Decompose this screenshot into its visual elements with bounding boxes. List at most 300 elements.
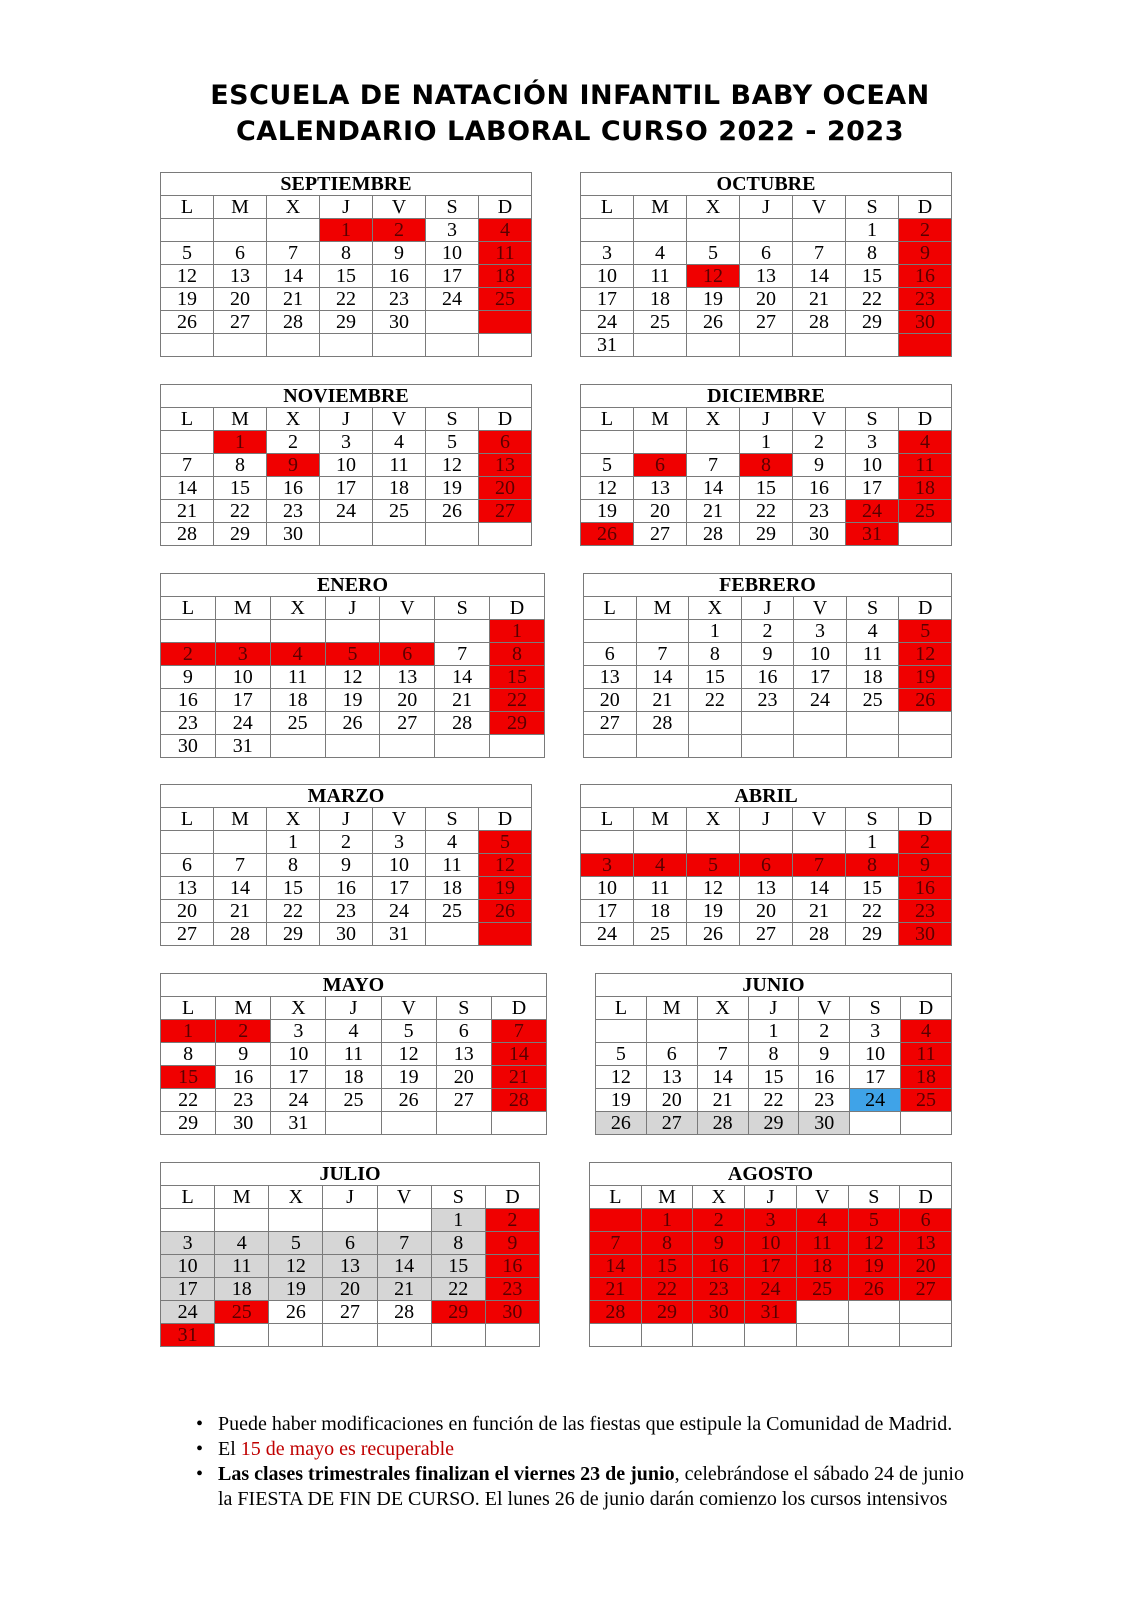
empty-cell [687, 431, 740, 454]
day-cell: 23 [799, 1089, 850, 1112]
day-cell: 17 [320, 477, 373, 500]
month-febrero [583, 573, 952, 758]
week-row [584, 666, 952, 689]
day-cell: 18 [373, 477, 426, 500]
day-cell: 5 [161, 242, 214, 265]
day-cell: 21 [590, 1278, 642, 1301]
day-cell: 21 [636, 689, 689, 712]
day-cell: 24 [320, 500, 373, 523]
day-cell: 21 [435, 689, 490, 712]
day-cell: 27 [214, 311, 267, 334]
empty-cell [426, 311, 479, 334]
weekday-header: J [325, 597, 380, 620]
weekday-header: M [214, 196, 267, 219]
day-cell: 19 [161, 288, 214, 311]
day-cell: 26 [161, 311, 214, 334]
month-name: ENERO [161, 574, 545, 597]
day-cell: 20 [161, 900, 214, 923]
day-cell: 28 [590, 1301, 642, 1324]
day-cell: 16 [267, 477, 320, 500]
day-cell: 9 [485, 1232, 539, 1255]
weekday-header: L [590, 1186, 642, 1209]
day-cell: 16 [216, 1066, 271, 1089]
month-julio [160, 1162, 540, 1347]
weekday-header: J [741, 597, 794, 620]
month-octubre [580, 172, 952, 357]
day-cell: 1 [431, 1209, 485, 1232]
day-cell: 19 [325, 689, 380, 712]
weekday-header: D [491, 997, 546, 1020]
weekday-header: S [848, 1186, 900, 1209]
weekday-header: X [687, 408, 740, 431]
day-cell: 8 [320, 242, 373, 265]
empty-cell [161, 334, 214, 357]
day-cell: 30 [267, 523, 320, 546]
day-cell: 30 [899, 311, 952, 334]
weekday-header: J [323, 1186, 377, 1209]
day-cell: 22 [161, 1089, 216, 1112]
day-cell: 25 [634, 311, 687, 334]
day-cell: 28 [491, 1089, 546, 1112]
day-cell: 19 [687, 288, 740, 311]
day-cell: 27 [740, 311, 793, 334]
day-cell: 25 [846, 689, 899, 712]
week-row [161, 242, 532, 265]
day-cell: 14 [435, 666, 490, 689]
weekday-header: V [794, 597, 847, 620]
week-row [161, 620, 545, 643]
day-cell: 3 [850, 1020, 901, 1043]
week-row [161, 311, 532, 334]
day-cell: 11 [634, 877, 687, 900]
day-cell: 27 [479, 500, 532, 523]
weekday-header: D [899, 597, 952, 620]
week-row [161, 477, 532, 500]
day-cell: 4 [215, 1232, 269, 1255]
month-name: MAYO [161, 974, 547, 997]
month-name: SEPTIEMBRE [161, 173, 532, 196]
day-cell: 28 [697, 1112, 748, 1135]
day-cell: 29 [846, 311, 899, 334]
day-cell: 10 [373, 854, 426, 877]
month-name: DICIEMBRE [581, 385, 952, 408]
day-cell: 5 [848, 1209, 900, 1232]
empty-cell [373, 523, 426, 546]
day-cell: 13 [214, 265, 267, 288]
day-cell: 10 [215, 666, 270, 689]
notes-list [196, 1412, 976, 1512]
weekday-header: X [267, 408, 320, 431]
weekday-header: S [846, 597, 899, 620]
day-cell: 20 [584, 689, 637, 712]
day-cell: 22 [214, 500, 267, 523]
day-cell: 9 [373, 242, 426, 265]
day-cell: 10 [161, 1255, 215, 1278]
day-cell: 3 [215, 643, 270, 666]
day-cell: 20 [900, 1255, 952, 1278]
month-name: JULIO [161, 1163, 540, 1186]
day-cell: 15 [320, 265, 373, 288]
day-cell: 21 [687, 500, 740, 523]
empty-cell [215, 1209, 269, 1232]
day-cell: 28 [793, 311, 846, 334]
day-cell: 2 [741, 620, 794, 643]
day-cell: 14 [590, 1255, 642, 1278]
day-cell: 16 [899, 877, 952, 900]
day-cell: 5 [596, 1043, 647, 1066]
weekday-header: V [373, 408, 426, 431]
day-cell: 19 [899, 666, 952, 689]
empty-cell [794, 712, 847, 735]
note-text: Puede haber modificaciones en función de las fiestas que estipule la Comunidad de Madrid. [218, 1413, 953, 1435]
empty-cell [161, 219, 214, 242]
day-cell: 27 [380, 712, 435, 735]
weekday-header: L [581, 408, 634, 431]
weekday-header: S [850, 997, 901, 1020]
day-cell: 27 [584, 712, 637, 735]
day-cell: 7 [435, 643, 490, 666]
day-cell: 14 [687, 477, 740, 500]
weekday-header: S [426, 196, 479, 219]
day-cell: 5 [899, 620, 952, 643]
week-row [581, 477, 952, 500]
empty-cell [846, 334, 899, 357]
day-cell: 13 [900, 1232, 952, 1255]
month-abril [580, 784, 952, 946]
week-row [590, 1301, 952, 1324]
weekday-header: M [636, 597, 689, 620]
weekday-header: M [634, 196, 687, 219]
empty-cell [377, 1324, 431, 1347]
weekday-header: X [687, 808, 740, 831]
day-cell: 5 [479, 831, 532, 854]
day-cell: 16 [741, 666, 794, 689]
day-cell: 26 [269, 1301, 323, 1324]
week-row [581, 854, 952, 877]
weekday-header: M [634, 408, 687, 431]
week-row [161, 689, 545, 712]
day-cell: 8 [846, 242, 899, 265]
day-cell: 6 [740, 242, 793, 265]
day-cell: 7 [793, 242, 846, 265]
day-cell: 29 [740, 523, 793, 546]
day-cell: 8 [740, 454, 793, 477]
month-name: ABRIL [581, 785, 952, 808]
day-cell: 9 [320, 854, 373, 877]
empty-cell [846, 735, 899, 758]
day-cell: 18 [796, 1255, 848, 1278]
weekday-header: S [431, 1186, 485, 1209]
day-cell: 1 [740, 431, 793, 454]
day-cell: 13 [161, 877, 214, 900]
day-cell: 21 [377, 1278, 431, 1301]
week-row [161, 1232, 540, 1255]
day-cell: 9 [693, 1232, 745, 1255]
day-cell: 6 [214, 242, 267, 265]
day-cell: 9 [793, 454, 846, 477]
weekday-header: V [373, 196, 426, 219]
note-text: , celebrándose el sábado 24 de junio la FIESTA DE FIN DE CURSO. El lunes 26 de junio darán comienzo los cursos intensivos [218, 1463, 964, 1510]
day-cell: 26 [687, 923, 740, 946]
empty-cell [848, 1324, 900, 1347]
day-cell: 20 [479, 477, 532, 500]
day-cell: 20 [740, 288, 793, 311]
empty-cell [590, 1324, 642, 1347]
weekday-header: S [846, 808, 899, 831]
day-cell: 17 [745, 1255, 797, 1278]
empty-cell [846, 712, 899, 735]
day-cell: 23 [485, 1278, 539, 1301]
day-cell: 24 [426, 288, 479, 311]
empty-cell [646, 1020, 697, 1043]
page-subtitle: CALENDARIO LABORAL CURSO 2022 - 2023 [235, 116, 904, 147]
month-mayo [160, 973, 547, 1135]
empty-cell [687, 334, 740, 357]
day-cell: 18 [634, 900, 687, 923]
day-cell: 16 [373, 265, 426, 288]
day-cell: 23 [793, 500, 846, 523]
day-cell: 12 [426, 454, 479, 477]
weekday-header: M [641, 1186, 693, 1209]
week-row [161, 666, 545, 689]
day-cell: 16 [899, 265, 952, 288]
empty-cell [214, 219, 267, 242]
day-cell: 7 [267, 242, 320, 265]
day-cell: 2 [799, 1020, 850, 1043]
empty-cell [436, 1112, 491, 1135]
day-cell: 27 [161, 923, 214, 946]
day-cell: 7 [214, 854, 267, 877]
empty-cell [581, 431, 634, 454]
day-cell: 3 [271, 1020, 326, 1043]
day-cell: 3 [426, 219, 479, 242]
day-cell: 22 [846, 900, 899, 923]
day-cell: 1 [846, 831, 899, 854]
week-row [161, 1020, 547, 1043]
day-cell: 14 [377, 1255, 431, 1278]
empty-cell [491, 1112, 546, 1135]
day-cell: 13 [634, 477, 687, 500]
day-cell: 1 [641, 1209, 693, 1232]
day-cell: 25 [426, 900, 479, 923]
weekday-header: D [901, 997, 952, 1020]
weekday-header: L [161, 808, 214, 831]
day-cell: 12 [848, 1232, 900, 1255]
day-cell: 12 [687, 265, 740, 288]
day-cell: 5 [581, 454, 634, 477]
day-cell: 14 [214, 877, 267, 900]
day-cell: 14 [793, 877, 846, 900]
empty-cell [161, 1209, 215, 1232]
day-cell: 9 [267, 454, 320, 477]
weekday-header: L [161, 1186, 215, 1209]
day-cell: 15 [431, 1255, 485, 1278]
day-cell: 20 [634, 500, 687, 523]
day-cell: 3 [581, 854, 634, 877]
day-cell: 30 [216, 1112, 271, 1135]
day-cell: 4 [899, 431, 952, 454]
empty-cell [479, 523, 532, 546]
day-cell: 7 [377, 1232, 431, 1255]
day-cell: 30 [373, 311, 426, 334]
day-cell: 20 [436, 1066, 491, 1089]
day-cell: 17 [215, 689, 270, 712]
day-cell: 24 [745, 1278, 797, 1301]
day-cell: 12 [687, 877, 740, 900]
day-cell: 15 [748, 1066, 799, 1089]
day-cell: 17 [794, 666, 847, 689]
day-cell: 31 [161, 1324, 215, 1347]
empty-cell [326, 1112, 381, 1135]
day-cell: 2 [693, 1209, 745, 1232]
day-cell: 29 [641, 1301, 693, 1324]
day-cell: 23 [320, 900, 373, 923]
weekday-header: V [381, 997, 436, 1020]
weekday-header: L [596, 997, 647, 1020]
day-cell: 10 [794, 643, 847, 666]
day-cell: 12 [596, 1066, 647, 1089]
empty-cell [323, 1209, 377, 1232]
day-cell: 28 [687, 523, 740, 546]
day-cell: 10 [581, 877, 634, 900]
empty-cell [325, 620, 380, 643]
empty-cell [426, 923, 479, 946]
day-cell: 30 [899, 923, 952, 946]
empty-cell [320, 334, 373, 357]
note-text: El [218, 1438, 241, 1460]
week-row [161, 735, 545, 758]
week-row [161, 1066, 547, 1089]
weekday-header: V [793, 196, 846, 219]
week-row [161, 265, 532, 288]
weekday-header: V [799, 997, 850, 1020]
month-enero [160, 573, 545, 758]
day-cell: 18 [326, 1066, 381, 1089]
day-cell: 17 [373, 877, 426, 900]
day-cell: 6 [584, 643, 637, 666]
day-cell: 28 [377, 1301, 431, 1324]
empty-cell [636, 735, 689, 758]
month-name: FEBRERO [584, 574, 952, 597]
day-cell: 15 [740, 477, 793, 500]
weekday-header: L [581, 808, 634, 831]
weekday-header: V [380, 597, 435, 620]
day-cell: 23 [267, 500, 320, 523]
day-cell: 20 [646, 1089, 697, 1112]
day-cell: 22 [846, 288, 899, 311]
day-cell: 25 [326, 1089, 381, 1112]
day-cell: 22 [740, 500, 793, 523]
day-cell: 19 [596, 1089, 647, 1112]
day-cell: 12 [381, 1043, 436, 1066]
weekday-header: V [793, 408, 846, 431]
weekday-header: S [436, 997, 491, 1020]
day-cell: 19 [479, 877, 532, 900]
week-row [590, 1209, 952, 1232]
day-cell: 22 [641, 1278, 693, 1301]
day-cell: 16 [693, 1255, 745, 1278]
day-cell: 28 [435, 712, 490, 735]
day-cell: 7 [687, 454, 740, 477]
empty-cell [485, 1324, 539, 1347]
empty-cell [899, 523, 952, 546]
day-cell: 2 [793, 431, 846, 454]
day-cell: 6 [634, 454, 687, 477]
day-cell: 12 [581, 477, 634, 500]
week-row [161, 712, 545, 735]
day-cell: 13 [646, 1066, 697, 1089]
day-cell: 2 [373, 219, 426, 242]
day-cell: 2 [267, 431, 320, 454]
day-cell: 22 [490, 689, 545, 712]
day-cell: 7 [636, 643, 689, 666]
day-cell: 5 [269, 1232, 323, 1255]
day-cell: 2 [485, 1209, 539, 1232]
day-cell: 6 [646, 1043, 697, 1066]
day-cell: 8 [748, 1043, 799, 1066]
day-cell: 7 [590, 1232, 642, 1255]
note-highlight: 15 de mayo es recuperable [240, 1438, 455, 1460]
day-cell: 2 [216, 1020, 271, 1043]
day-cell: 19 [687, 900, 740, 923]
day-cell: 9 [899, 854, 952, 877]
empty-cell [634, 334, 687, 357]
empty-cell [581, 831, 634, 854]
week-row [161, 854, 532, 877]
week-row [596, 1112, 952, 1135]
note-item [196, 1462, 976, 1512]
weekday-header: D [900, 1186, 952, 1209]
day-cell: 18 [215, 1278, 269, 1301]
month-name: NOVIEMBRE [161, 385, 532, 408]
day-cell: 28 [636, 712, 689, 735]
day-cell: 8 [214, 454, 267, 477]
day-cell: 9 [216, 1043, 271, 1066]
day-cell: 25 [899, 500, 952, 523]
day-cell: 26 [325, 712, 380, 735]
day-cell: 24 [373, 900, 426, 923]
day-cell: 15 [846, 265, 899, 288]
empty-cell [426, 523, 479, 546]
day-cell: 12 [479, 854, 532, 877]
day-cell: 3 [373, 831, 426, 854]
day-cell: 19 [269, 1278, 323, 1301]
day-cell: 28 [793, 923, 846, 946]
day-cell: 8 [490, 643, 545, 666]
weekday-header: M [215, 1186, 269, 1209]
empty-cell [581, 219, 634, 242]
week-row [590, 1278, 952, 1301]
day-cell: 27 [646, 1112, 697, 1135]
day-cell: 10 [745, 1232, 797, 1255]
day-cell: 13 [323, 1255, 377, 1278]
day-cell: 15 [214, 477, 267, 500]
day-cell: 27 [740, 923, 793, 946]
day-cell: 27 [900, 1278, 952, 1301]
empty-cell [740, 219, 793, 242]
week-row [581, 831, 952, 854]
week-row [161, 1112, 547, 1135]
day-cell: 16 [320, 877, 373, 900]
day-cell: 26 [848, 1278, 900, 1301]
week-row [584, 689, 952, 712]
day-cell: 8 [267, 854, 320, 877]
week-row [161, 923, 532, 946]
day-cell: 14 [636, 666, 689, 689]
day-cell: 31 [271, 1112, 326, 1135]
empty-cell [900, 1301, 952, 1324]
day-cell: 13 [584, 666, 637, 689]
